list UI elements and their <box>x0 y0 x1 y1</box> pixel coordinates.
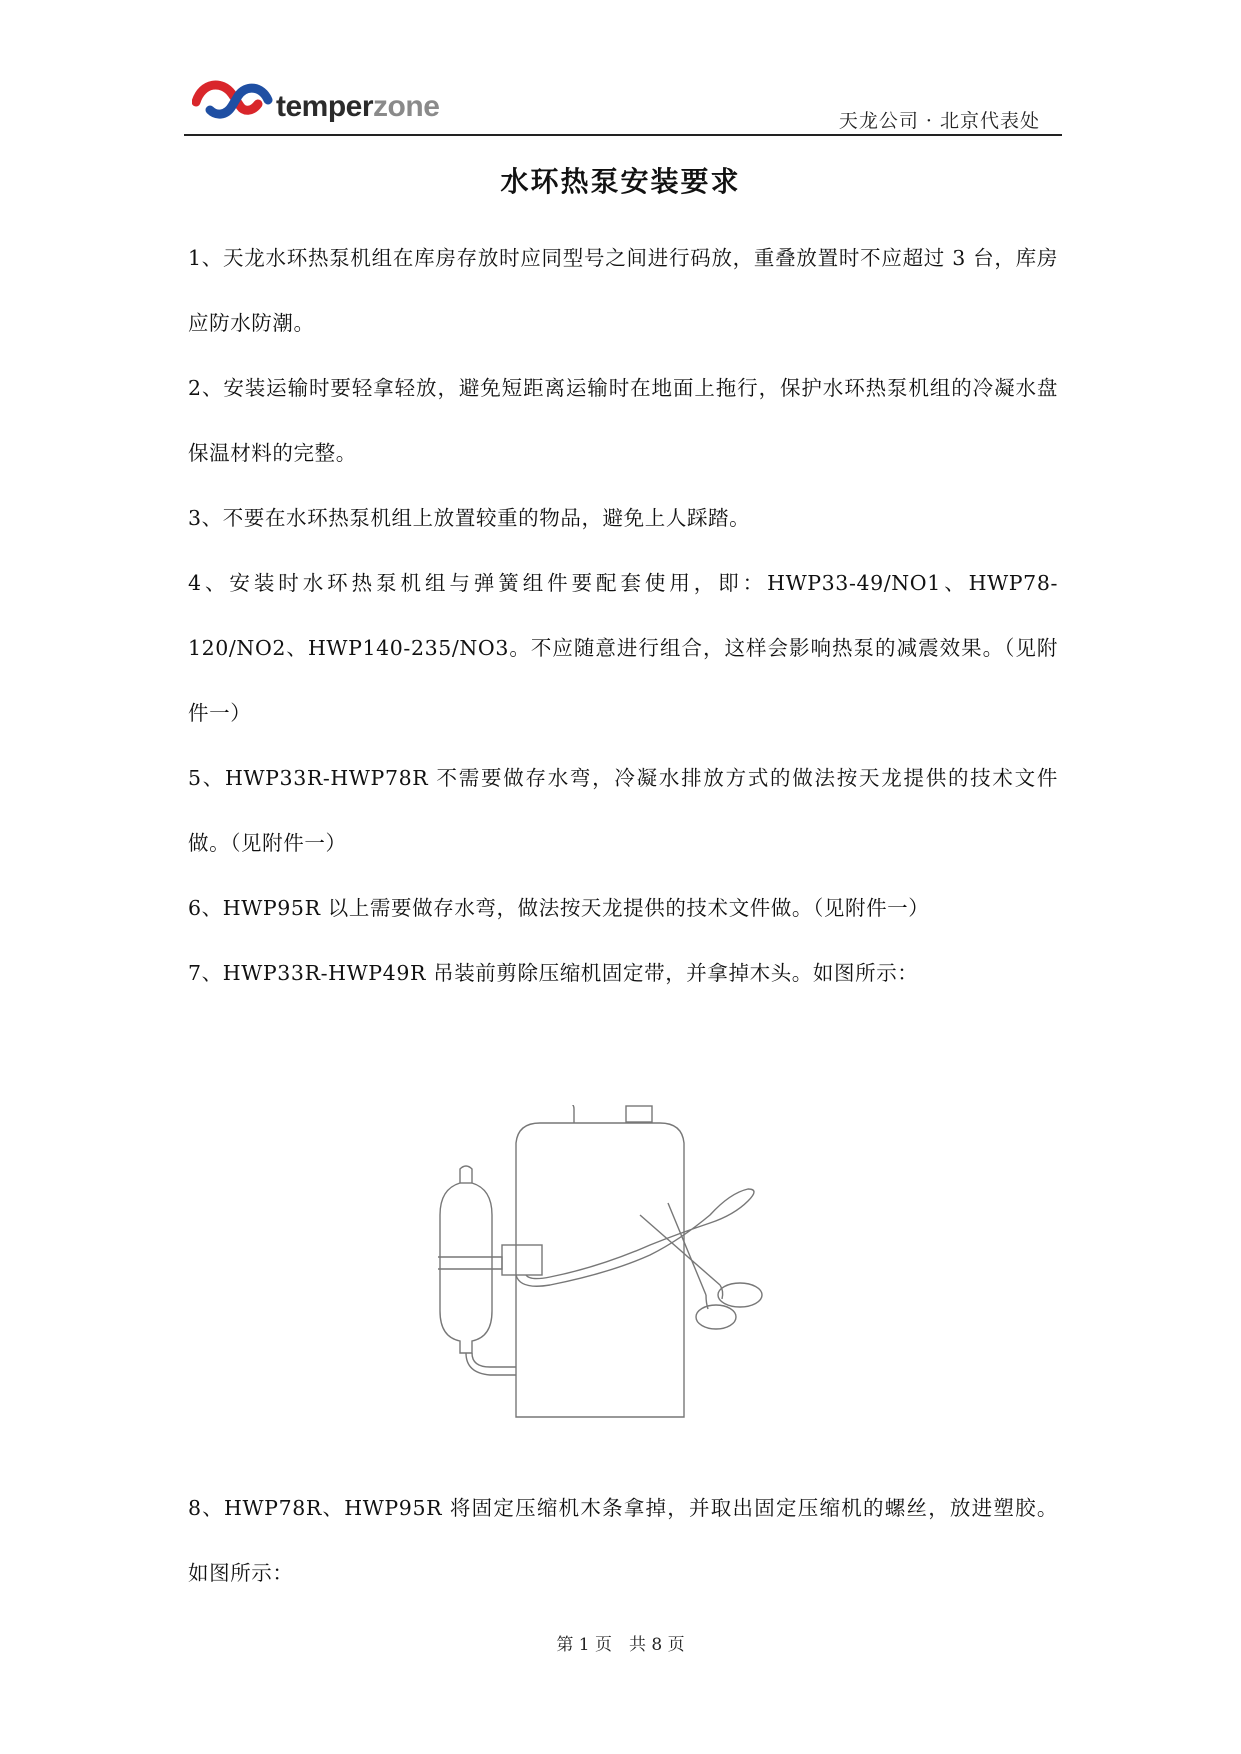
suction-tube-inner <box>472 1353 516 1367</box>
paragraph-6: 6、HWP95R 以上需要做存水弯，做法按天龙提供的技术文件做。（见附件一） <box>188 896 930 920</box>
scissor-blade-1 <box>640 1215 720 1285</box>
paragraph-8: 8、HWP78R、HWP95R 将固定压缩机木条拿掉，并取出固定压缩机的螺丝，放进塑胶。 如图所示： <box>188 1496 1058 1585</box>
paragraph-4: 4、安装时水环热泵机组与弹簧组件要配套使用，即：HWP33-49/NO1、HWP78-120/NO2、HWP140-235/NO3。不应随意进行组合，这样会影响热泵的减震效果。（见附件一） <box>188 571 1058 725</box>
logo-text-zone: zone <box>373 90 440 123</box>
paragraph-1: 1、天龙水环热泵机组在库房存放时应同型号之间进行码放，重叠放置时不应超过 3 台，库房应防水防潮。 <box>188 246 1058 335</box>
logo-mark-icon <box>192 76 274 124</box>
paragraph-7: 7、HWP33R-HWP49R 吊装前剪除压缩机固定带，并拿掉木头。如图所示： <box>188 961 919 985</box>
logo-text-temper: temper <box>276 90 374 123</box>
clamp-block <box>502 1245 542 1275</box>
page-header <box>184 74 1062 136</box>
strap <box>516 1189 754 1286</box>
paragraph-3: 3、不要在水环热泵机组上放置较重的物品，避免上人踩踏。 <box>188 506 751 530</box>
scissor-handle-1 <box>718 1283 762 1307</box>
top-tube <box>562 1105 574 1123</box>
temperzone-logo <box>192 76 442 124</box>
compressor-diagram <box>430 1105 820 1420</box>
scissor-blade-2 <box>668 1203 706 1295</box>
document-title: 水环热泵安装要求 <box>500 165 741 198</box>
header-office-label: 天龙公司 · 北京代表处 <box>838 110 1040 132</box>
top-fitting-box <box>626 1106 652 1122</box>
accumulator <box>440 1166 492 1353</box>
scissor-handle-2 <box>696 1305 736 1329</box>
suction-tube <box>466 1353 516 1375</box>
paragraph-2: 2、安装运输时要轻拿轻放，避免短距离运输时在地面上拖行，保护水环热泵机组的冷凝水盘保温材料的完整。 <box>188 376 1058 465</box>
page-footer: 第 1 页 共 8 页 <box>556 1635 685 1655</box>
paragraph-5: 5、HWP33R-HWP78R 不需要做存水弯，冷凝水排放方式的做法按天龙提供的技术文件做。（见附件一） <box>188 766 1058 855</box>
compressor-shell <box>516 1123 684 1417</box>
logo-wordmark <box>276 92 439 122</box>
